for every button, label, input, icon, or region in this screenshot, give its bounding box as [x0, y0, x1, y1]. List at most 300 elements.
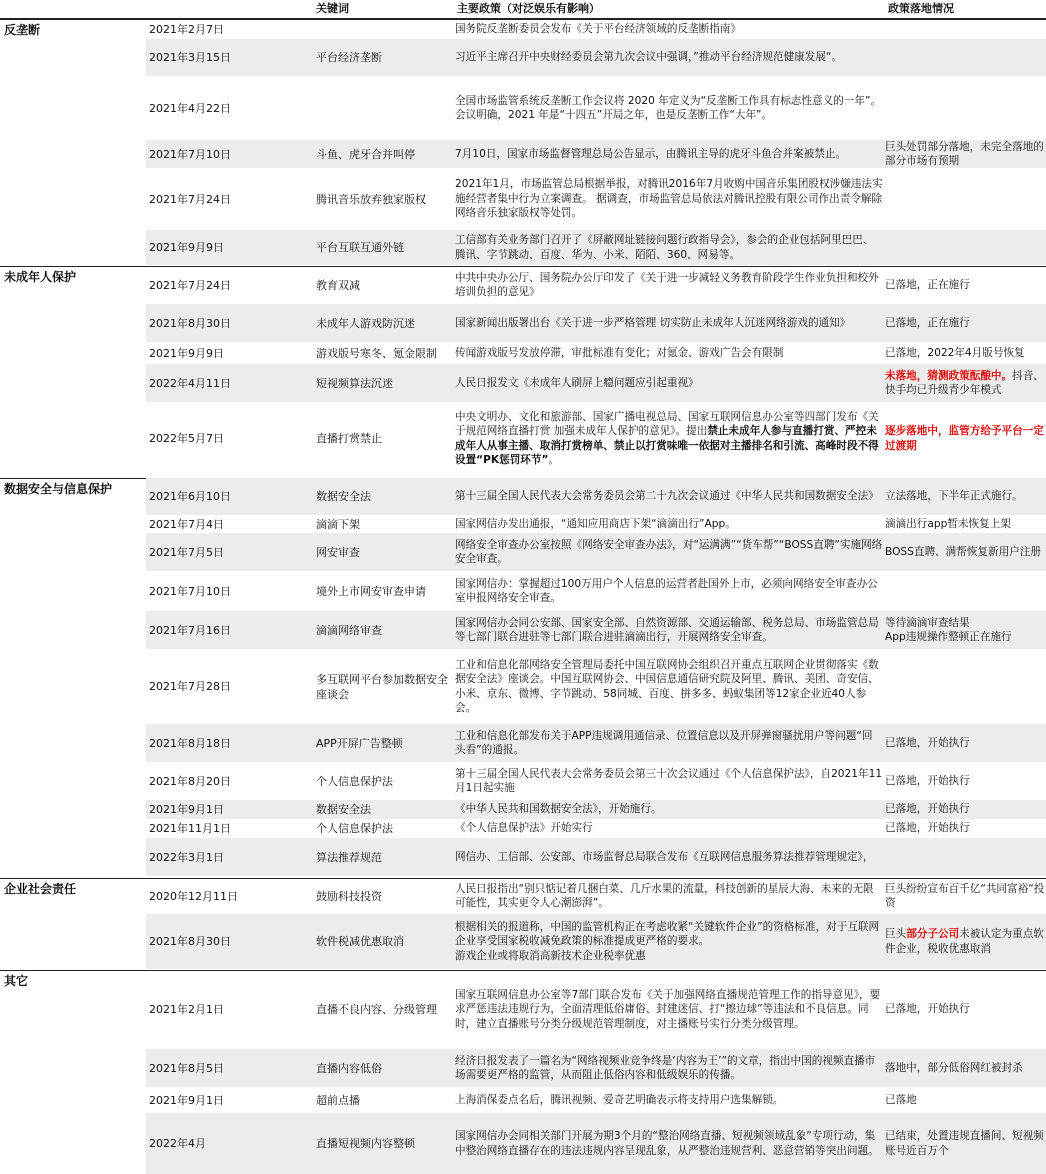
- keyword-cell-text: 平台互联互通外链: [316, 241, 404, 254]
- policy-cell: [453, 304, 883, 342]
- status-cell-segment: 已结束，处置违规直播间、短视频账号近百万个: [885, 1130, 1044, 1157]
- date-cell-text: 2022年3月1日: [149, 850, 224, 864]
- date-cell-text: 2021年9月9日: [149, 241, 224, 254]
- status-cell-segment: 立法落地，下半年正式施行。: [885, 490, 1023, 503]
- table-row: [146, 76, 1046, 140]
- date-cell-text: 2022年4月: [149, 1137, 206, 1150]
- date-cell: [146, 533, 310, 571]
- status-cell: [883, 19, 1046, 39]
- status-cell-text: [885, 821, 970, 835]
- status-cell-text: [885, 1002, 970, 1016]
- policy-cell: [453, 168, 883, 230]
- policy-cell: [453, 402, 883, 475]
- policy-cell: [453, 611, 883, 649]
- policy-cell-segment: 《个人信息保护法》开始实行: [455, 822, 593, 835]
- status-cell-text: [885, 517, 1011, 531]
- keyword-cell-text: 平台经济垄断: [316, 51, 382, 64]
- date-cell: [146, 478, 310, 515]
- date-cell-text: 2021年7月24日: [149, 192, 231, 206]
- keyword-cell: [313, 611, 453, 649]
- date-cell-text: 2021年4月22日: [149, 101, 231, 115]
- policy-cell-text: [455, 346, 783, 360]
- keyword-cell: [313, 914, 453, 969]
- date-cell-text: 2021年7月5日: [149, 545, 224, 559]
- date-cell-text: 2021年6月10日: [149, 490, 231, 503]
- status-cell: [883, 364, 1046, 402]
- table-row: [146, 39, 1046, 76]
- keyword-cell-text: 教育双减: [316, 278, 360, 292]
- keyword-cell: [313, 515, 453, 533]
- table-row: [146, 649, 1046, 724]
- date-cell: [146, 1087, 310, 1113]
- policy-cell-text: [455, 850, 873, 864]
- status-cell-segment: 落地中，部分低俗网红被封杀: [885, 1061, 1023, 1074]
- date-cell-text: 2021年7月24日: [149, 278, 231, 292]
- policy-cell-segment: 《中华人民共和国数据安全法》，开始施行。: [455, 803, 662, 816]
- keyword-cell-text: 超前点播: [316, 1093, 360, 1107]
- status-cell-text: [885, 774, 970, 788]
- date-cell: [146, 266, 310, 304]
- status-cell: [883, 402, 1046, 475]
- date-cell-text: 2021年7月16日: [149, 623, 231, 637]
- policy-cell: [453, 533, 883, 571]
- keyword-cell-text: 滴滴网络审查: [316, 623, 382, 637]
- date-cell-text: 2021年9月1日: [149, 1093, 224, 1107]
- date-cell: [146, 649, 310, 724]
- policy-cell-text: [455, 1093, 783, 1107]
- policy-cell: [453, 266, 883, 304]
- keyword-cell-text: 数据安全法: [316, 803, 371, 816]
- policy-cell-segment: 工业和信息化部发布关于APP违规调用通信录、位置信息以及开屏弹窗骚扰用户等问题“回头看”的通报。: [455, 729, 873, 756]
- policy-cell-text: [455, 729, 883, 758]
- keyword-cell-text: 游戏版号寒冬、氪金限制: [316, 346, 437, 360]
- status-cell: [883, 304, 1046, 342]
- keyword-cell: [313, 76, 453, 140]
- policy-cell-segment: 工业和信息化部网络安全管理局委托中国互联网协会组织召开重点互联网企业贯彻落实《数据安全法》座谈会。中国互联网协会、中国信息通信研究院及阿里、腾讯、美团、奇安信、小米、京东、微博、字节跳动、58同城、百度、拼多多、蚂蚁集团等12家企业近40人参会。: [455, 658, 879, 714]
- date-cell: [146, 76, 310, 140]
- policy-cell-text: [455, 988, 883, 1031]
- date-cell-text: 2021年11月1日: [149, 822, 231, 835]
- keyword-cell-text: 直播打赏禁止: [316, 432, 382, 445]
- policy-cell-segment: 网信办、工信部、公安部、市场监督总局联合发布《互联网信息服务算法推荐管理规定》，: [455, 850, 874, 863]
- keyword-cell: [313, 478, 453, 515]
- policy-cell: [453, 819, 883, 838]
- policy-cell-segment: 第十三届全国人民代表大会常务委员会第三十次会议通过《个人信息保护法》，自2021年11月1日起实施: [455, 767, 883, 794]
- date-cell: [146, 571, 310, 611]
- date-cell: [146, 611, 310, 649]
- keyword-cell-text: 滴滴下架: [316, 517, 360, 531]
- keyword-cell-text: 软件税减优惠取消: [316, 935, 404, 948]
- policy-cell-text: [455, 538, 883, 567]
- policy-cell-text: [455, 882, 883, 911]
- date-cell-text: 2022年4月11日: [149, 376, 231, 390]
- status-cell-text: [885, 369, 1046, 398]
- date-cell: [146, 762, 310, 800]
- policy-cell: [453, 515, 883, 533]
- policy-cell-segment: 网络安全审查办公室按照《网络安全审查办法》，对“运满满”“货车帮”“BOSS直聘”实施网络安全审查。: [455, 538, 883, 565]
- status-cell-text: [885, 545, 1041, 559]
- keyword-cell-text: 境外上市网安审查申请: [316, 584, 426, 598]
- date-cell-text: 2021年7月4日: [149, 517, 224, 531]
- policy-cell-text: [455, 271, 883, 300]
- section-title: 数据安全与信息保护: [0, 479, 146, 500]
- policy-cell-segment: 中共中央办公厅、国务院办公厅印发了《关于进一步减轻义务教育阶段学生作业负担和校外培训负担的意见》: [455, 271, 879, 298]
- status-cell-segment: 巨头处罚部分落地，未完全落地的部分市场有预期: [885, 140, 1044, 167]
- status-cell-segment: 已落地，开始执行: [885, 1003, 970, 1016]
- status-cell: [883, 39, 1046, 76]
- policy-cell: [453, 800, 883, 819]
- header-status: 政策落地情况: [888, 2, 954, 15]
- status-cell: [883, 1113, 1046, 1174]
- date-cell: [146, 724, 310, 762]
- keyword-cell-text: 短视频算法沉迷: [316, 376, 393, 390]
- date-cell: [146, 819, 310, 838]
- keyword-cell: [313, 19, 453, 39]
- status-cell-text: [885, 1061, 1023, 1075]
- table-row: [146, 838, 1046, 876]
- keyword-cell: [313, 304, 453, 342]
- table-row: [146, 19, 1046, 39]
- date-cell-text: 2021年7月10日: [149, 147, 231, 161]
- policy-cell-text: [455, 767, 883, 796]
- keyword-cell: [313, 266, 453, 304]
- table-row: [146, 970, 1046, 1049]
- status-cell-segment: 已落地，正在施行: [885, 278, 970, 291]
- policy-cell: [453, 1087, 883, 1113]
- date-cell: [146, 402, 310, 475]
- policy-cell-segment: 人民日报指出“别只惦记着几捆白菜、几斤水果的流量，科技创新的星辰大海、未来的无限可能性，其实更令人心潮澎湃”。: [455, 882, 874, 909]
- date-cell: [146, 515, 310, 533]
- status-cell-text: [885, 1093, 917, 1107]
- keyword-cell: [313, 1049, 453, 1087]
- policy-cell: [453, 478, 883, 515]
- keyword-cell: [313, 342, 453, 364]
- policy-cell: [453, 762, 883, 800]
- policy-cell-text: [455, 821, 593, 835]
- status-cell-text: [885, 1129, 1046, 1158]
- policy-cell-segment: 中央文明办、文化和旅游部、国家广播电视总局、国家互联网信息办公室等四部门发布《关于规范网络直播打赏 加强未成年人保护的意见》。提出: [455, 410, 879, 438]
- policy-cell-segment: 国务院反垄断委员会发布《关于平台经济领域的反垄断指南》: [455, 22, 742, 35]
- status-cell-segment: 巨头纷纷宣布百千亿“共同富裕“投资: [885, 882, 1045, 909]
- date-cell-text: 2022年5月7日: [149, 432, 224, 445]
- policy-cell-text: [455, 658, 883, 716]
- keyword-cell: [313, 762, 453, 800]
- table-row: [146, 168, 1046, 230]
- keyword-cell: [313, 838, 453, 876]
- status-cell: [883, 914, 1046, 969]
- status-cell-segment: 滴滴出行app暂未恢复上架: [885, 517, 1011, 530]
- policy-cell-text: [455, 410, 883, 468]
- status-cell-segment: 已落地，开始执行: [885, 774, 970, 787]
- date-cell-text: 2021年2月7日: [149, 22, 224, 36]
- keyword-cell: [313, 1113, 453, 1174]
- date-cell-text: 2021年7月28日: [149, 680, 231, 693]
- status-cell: [883, 819, 1046, 838]
- policy-cell-segment: 7月10日，国家市场监督管理总局公告显示，由腾讯主导的虎牙斗鱼合并案被禁止。: [455, 147, 846, 160]
- table-row: [146, 342, 1046, 364]
- date-cell: [146, 1049, 310, 1087]
- section-title: 企业社会责任: [0, 879, 146, 900]
- table-row: [146, 230, 1046, 265]
- status-cell-segment: BOSS直聘、满帮恢复新用户注册: [885, 545, 1041, 558]
- keyword-cell-text: 未成年人游戏防沉迷: [316, 316, 415, 330]
- status-cell-segment: 部分子公司: [906, 928, 960, 941]
- date-cell: [146, 914, 310, 969]
- policy-cell: [453, 878, 883, 914]
- keyword-cell-text: 数据安全法: [316, 490, 371, 503]
- status-cell-text: [885, 736, 970, 750]
- policy-cell-text: [455, 94, 883, 123]
- status-cell-segment: 抖音、快手均已升级青少年模式: [885, 369, 1044, 396]
- policy-cell: [453, 724, 883, 762]
- keyword-cell: [313, 724, 453, 762]
- policy-cell-segment: 禁止未成年人参与直播打赏、严控未成年人从事主播、取消打赏榜单、禁止以打赏味唯一依据对主播排名和引流、高峰时段不得设置“PK惩罚环节”: [455, 425, 879, 466]
- status-cell: [883, 266, 1046, 304]
- date-cell: [146, 19, 310, 39]
- table-row: [146, 478, 1046, 515]
- date-cell: [146, 168, 310, 230]
- keyword-cell: [313, 533, 453, 571]
- status-cell: [883, 515, 1046, 533]
- status-cell-text: [885, 346, 1025, 360]
- keyword-cell: [313, 39, 453, 76]
- status-cell-text: [885, 882, 1046, 911]
- date-cell: [146, 304, 310, 342]
- status-cell: [883, 878, 1046, 914]
- policy-cell-segment: 经济日报发表了一篇名为“网络视频业竞争终是‘内容为王’”的文章，指出中国的视频直播市场需要更严格的监管，从而阻止低俗内容和低级娱乐的传播。: [455, 1054, 876, 1081]
- table-row: [146, 819, 1046, 838]
- policy-cell: [453, 19, 883, 39]
- policy-cell-text: [455, 517, 736, 531]
- date-cell-text: 2021年8月30日: [149, 935, 231, 948]
- status-cell: [883, 140, 1046, 168]
- date-cell: [146, 878, 310, 914]
- status-cell-segment: 已落地，开始执行: [885, 736, 970, 749]
- keyword-cell-text: APP开屏广告整顿: [316, 736, 403, 750]
- table-row: [146, 1113, 1046, 1174]
- policy-cell-text: [455, 920, 883, 963]
- policy-cell-segment: 传闻游戏版号发放停滞，审批标准有变化；对氪金、游戏广告会有限制: [455, 346, 784, 359]
- table-row: [146, 571, 1046, 611]
- status-cell: [883, 649, 1046, 724]
- status-cell-segment: 巨头: [885, 928, 907, 941]
- policy-cell-segment: 习近平主席召开中央财经委员会第九次会议中强调，”推动平台经济规范健康发展“。: [455, 51, 843, 64]
- date-cell-text: 2021年3月15日: [149, 51, 231, 64]
- policy-cell: [453, 1113, 883, 1174]
- policy-cell-text: [455, 376, 699, 390]
- policy-cell-text: [455, 1129, 883, 1158]
- policy-cell: [453, 571, 883, 611]
- table-row: [146, 914, 1046, 969]
- status-cell-segment: 未落地，猜测政策酝酿中。: [885, 369, 1013, 382]
- keyword-cell-text: 直播不良内容、分级管理: [316, 1003, 437, 1016]
- keyword-cell-text: 直播短视频内容整顿: [316, 1137, 415, 1150]
- keyword-cell: [313, 230, 453, 265]
- table-row: [146, 724, 1046, 762]
- policy-cell: [453, 39, 883, 76]
- policy-cell: [453, 140, 883, 168]
- date-cell: [146, 800, 310, 819]
- table-row: [146, 800, 1046, 819]
- policy-cell-segment: 全国市场监管系统反垄断工作会议将 2020 年定义为“反垄断工作具有标志性意义的一年”。会议明确，2021 年是“十四五”开局之年，也是反垄断工作“大年”。: [455, 94, 882, 121]
- keyword-cell: [313, 1087, 453, 1113]
- keyword-cell-text: 多互联网平台参加数据安全座谈会: [316, 672, 448, 701]
- date-cell: [146, 230, 310, 265]
- status-cell: [883, 762, 1046, 800]
- policy-cell: [453, 970, 883, 1049]
- keyword-cell-text: 网安审查: [316, 545, 360, 559]
- status-cell-segment: 未被认定为重点软件企业，税收优惠取消: [885, 928, 1044, 955]
- policy-cell: [453, 914, 883, 969]
- header-policy: 主要政策（对泛娱乐有影响）: [457, 2, 600, 15]
- section-title: 反垄断: [0, 20, 146, 41]
- table-row: [146, 1087, 1046, 1113]
- date-cell-text: 2021年2月1日: [149, 1003, 224, 1016]
- policy-cell-segment: 国家网信办会同相关部门开展为期3个月的“整治网络直播、短视频领域乱象”专项行动，集中整治网络直播存在的违法违规内容呈现乱象，从严整治违规营利、恶意营销等突出问题。: [455, 1130, 879, 1157]
- policy-cell-text: [455, 577, 883, 606]
- keyword-cell: [313, 819, 453, 838]
- policy-cell-segment: 上海消保委点名后，腾讯视频、爱奇艺明确表示将支持用户选集解锁。: [455, 1093, 784, 1106]
- policy-cell: [453, 342, 883, 364]
- keyword-cell: [313, 800, 453, 819]
- keyword-cell-text: 直播内容低俗: [316, 1061, 382, 1075]
- status-cell: [883, 838, 1046, 876]
- status-cell: [883, 1087, 1046, 1113]
- policy-cell-segment: 国家网信办发出通报，“通知应用商店下架“滴滴出行”App。: [455, 517, 736, 530]
- table-row: [146, 266, 1046, 304]
- date-cell-text: 2021年8月5日: [149, 1061, 224, 1075]
- policy-cell: [453, 230, 883, 265]
- policy-cell-segment: 根据相关的报道称，中国的监管机构正在考虑收紧“关键软件企业”的资格标准，对于互联网企业享受国家税收减免政策的标准提成更严格的要求。 游戏企业或将取消高新技术企业税率优惠: [455, 920, 880, 962]
- status-cell-text: [885, 616, 1012, 645]
- policy-cell: [453, 838, 883, 876]
- keyword-cell: [313, 649, 453, 724]
- status-cell: [883, 611, 1046, 649]
- policy-cell-segment: 人民日报发文《未成年人刷屏上瘾问题应引起重视》: [455, 376, 699, 389]
- keyword-cell-text: 斗鱼、虎牙合并叫停: [316, 147, 415, 161]
- policy-cell-text: [455, 802, 662, 816]
- policy-cell-segment: 第十三届全国人民代表大会常务委员会第二十九次会议通过《中华人民共和国数据安全法》: [455, 490, 879, 503]
- date-cell-text: 2021年9月1日: [149, 803, 224, 816]
- date-cell: [146, 1113, 310, 1174]
- table-row: [146, 878, 1046, 914]
- status-cell: [883, 342, 1046, 364]
- status-cell: [883, 533, 1046, 571]
- status-cell-segment: 等待滴滴审查结果 App违规操作整顿正在施行: [885, 616, 1012, 643]
- table-row: [146, 1049, 1046, 1087]
- policy-cell-text: [455, 22, 741, 36]
- date-cell-text: 2021年7月10日: [149, 584, 231, 598]
- date-cell-text: 2021年8月18日: [149, 736, 231, 750]
- section-title: 未成年人保护: [0, 267, 146, 288]
- keyword-cell-text: 个人信息保护法: [316, 822, 393, 835]
- status-cell: [883, 168, 1046, 230]
- table-row: [146, 611, 1046, 649]
- status-cell: [883, 76, 1046, 140]
- status-cell-segment: 已落地: [885, 1093, 917, 1106]
- keyword-cell: [313, 364, 453, 402]
- keyword-cell: [313, 140, 453, 168]
- status-cell-segment: 已落地，开始执行: [885, 822, 970, 835]
- policy-cell: [453, 76, 883, 140]
- status-cell-text: [885, 278, 970, 292]
- table-row: [146, 762, 1046, 800]
- table-row: [146, 533, 1046, 571]
- policy-cell-text: [455, 1054, 883, 1083]
- date-cell: [146, 39, 310, 76]
- date-cell-text: 2020年12月11日: [149, 889, 238, 903]
- table-row: [146, 364, 1046, 402]
- status-cell-segment: 已落地，2022年4月版号恢复: [885, 346, 1025, 359]
- policy-cell-segment: 国家网信办会同公安部、国家安全部、自然资源部、交通运输部、税务总局、市场监管总局等七部门联合进驻等七部门联合进驻滴滴出行，开展网络安全审查。: [455, 616, 879, 643]
- status-cell: [883, 724, 1046, 762]
- keyword-cell: [313, 571, 453, 611]
- status-cell-text: [885, 140, 1046, 168]
- table-row: [146, 304, 1046, 342]
- section-title: 其它: [0, 971, 146, 992]
- keyword-cell: [313, 402, 453, 475]
- policy-cell-text: [455, 147, 846, 161]
- policy-cell-segment: 2021年1月，市场监管总局根据举报，对腾讯2016年7月收购中国音乐集团股权涉嫌违法实施经营者集中行为立案调查。 据调查，市场监管总局依法对腾讯控股有限公司作出责令解除网络音乐独家版权等处罚。: [455, 178, 883, 220]
- table-row: [146, 402, 1046, 475]
- status-cell: [883, 230, 1046, 265]
- table-row: [146, 515, 1046, 533]
- status-cell-text: [885, 424, 1046, 453]
- date-cell-text: 2021年8月30日: [149, 316, 231, 330]
- date-cell: [146, 140, 310, 168]
- date-cell: [146, 364, 310, 402]
- table-row: [146, 140, 1046, 168]
- status-cell-segment: 逐步落地中，监管方给予平台一定过渡期: [885, 425, 1044, 452]
- policy-cell-text: [455, 50, 842, 64]
- keyword-cell: [313, 878, 453, 914]
- policy-cell-segment: 。: [548, 453, 560, 466]
- policy-cell-segment: 国家互联网信息办公室等7部门联合发布《关于加强网络直播规范管理工作的指导意见》，要求严惩违法违规行为，全面清理低俗庸俗、封建迷信、打“擦边球”等违法和不良信息。同时，建立直播账号分类分级规范管理制度，对主播账号实行分类分级管理。: [455, 988, 881, 1030]
- policy-cell-text: [455, 489, 879, 503]
- status-cell-segment: 已落地，开始执行: [885, 803, 970, 816]
- date-cell: [146, 342, 310, 364]
- policy-cell: [453, 364, 883, 402]
- policy-cell-text: [455, 177, 883, 220]
- status-cell-text: [885, 316, 970, 330]
- status-cell-text: [885, 489, 1023, 503]
- keyword-cell: [313, 970, 453, 1049]
- policy-cell-segment: 国家网信办：掌握超过100万用户个人信息的运营者赴国外上市，必须向网络安全审查办公室申报网络安全审查。: [455, 577, 878, 604]
- policy-cell-segment: 工信部有关业务部门召开了《屏蔽网址链接问题行政指导会》，参会的企业包括阿里巴巴、腾讯、字节跳动、百度、华为、小米、陌陌、360、网易等。: [455, 234, 874, 261]
- keyword-cell-text: 鼓励科技投资: [316, 889, 382, 903]
- policy-cell-text: [455, 233, 883, 262]
- keyword-cell-text: 算法推荐规范: [316, 850, 382, 864]
- keyword-cell-text: 个人信息保护法: [316, 774, 393, 788]
- policy-cell: [453, 1049, 883, 1087]
- date-cell: [146, 970, 310, 1049]
- status-cell: [883, 970, 1046, 1049]
- header-keyword: 关键词: [316, 2, 349, 15]
- status-cell: [883, 800, 1046, 819]
- status-cell-text: [885, 927, 1046, 956]
- date-cell: [146, 838, 310, 876]
- status-cell: [883, 571, 1046, 611]
- policy-cell-text: [455, 616, 883, 645]
- date-cell-text: 2021年9月9日: [149, 346, 224, 360]
- status-cell-segment: 已落地，正在施行: [885, 316, 970, 329]
- policy-cell-segment: 国家新闻出版署出台《关于进一步严格管理 切实防止未成年人沉迷网络游戏的通知》: [455, 316, 851, 329]
- policy-cell-text: [455, 316, 850, 330]
- status-cell-text: [885, 802, 970, 816]
- date-cell-text: 2021年8月20日: [149, 774, 231, 788]
- status-cell: [883, 1049, 1046, 1087]
- status-cell: [883, 478, 1046, 515]
